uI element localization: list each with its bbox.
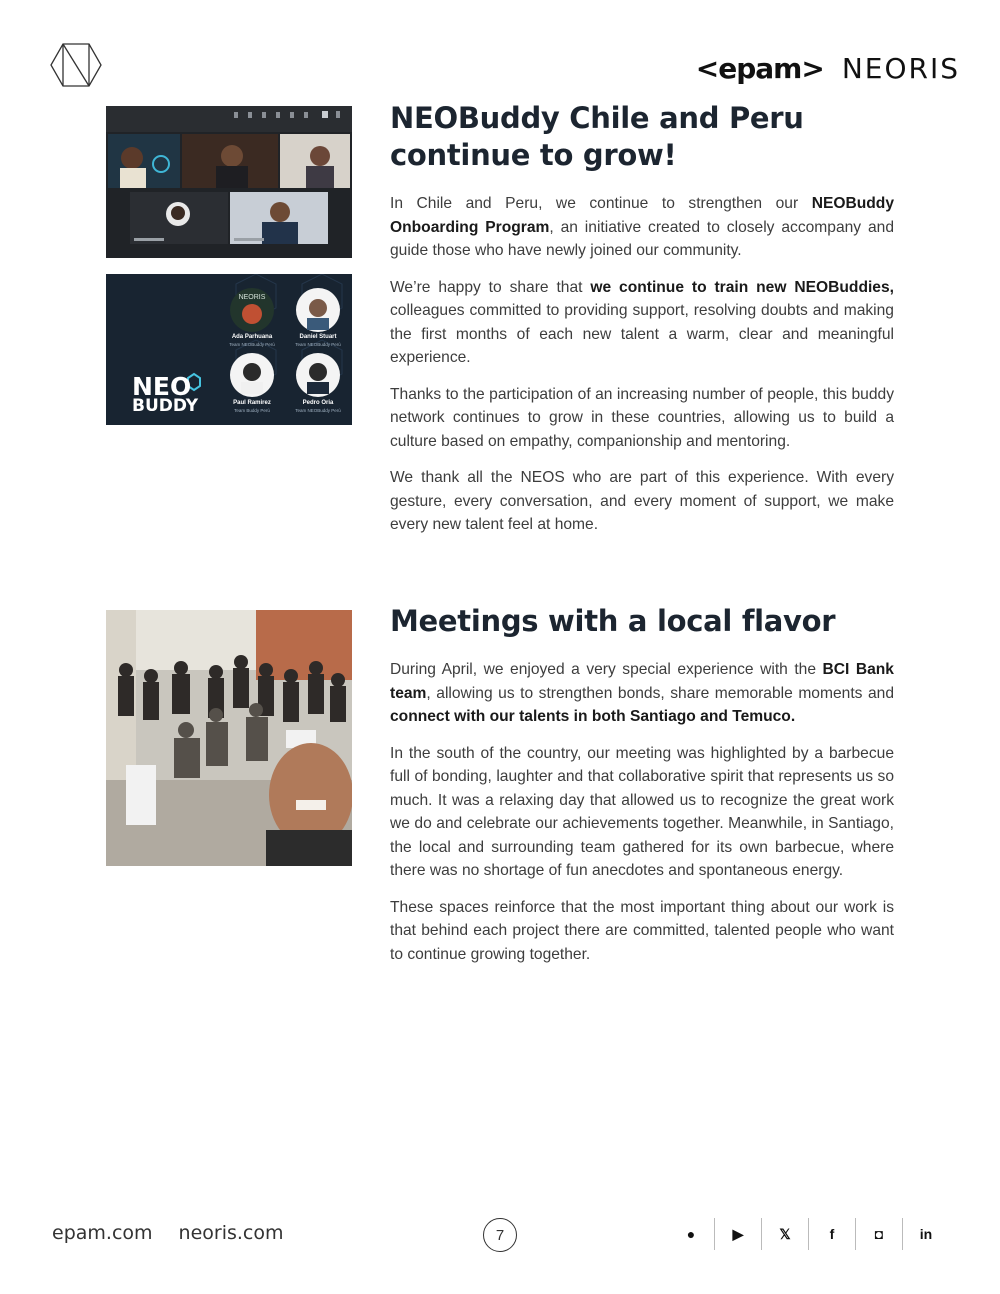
paragraph: In the south of the country, our meeting was highlighted by a barbecue full of bonding, laughter and that collaborative spirit that represents us so much. It was a relaxing day that allowed us to recognize the great work we do and celebrate our achievements together. Meanwhile, in Santiago, the local and surrounding team gathered for its own barbecue, where there was no shortage of fun anecdotes and spontaneous energy. [390, 744, 894, 879]
neoris-logo-mark-icon [50, 42, 102, 88]
person-card: Ada Parhuana Team NEOBuddy Perú [229, 334, 275, 347]
neoris-link[interactable]: neoris.com [178, 1222, 284, 1244]
paragraph: We thank all the NEOS who are part of this experience. With every gesture, every conversation, and every moment of support, we make every new talent feel at home. [390, 469, 894, 533]
person-card: Paul Ramirez Team Buddy Perú [233, 400, 271, 413]
brand-logos [696, 52, 960, 85]
person-card: Pedro Oria Team NEOBuddy Perú [295, 400, 341, 413]
spotify-icon[interactable]: ● [668, 1218, 715, 1250]
section-title: NEOBuddy Chile and Peru continue to grow! [390, 101, 804, 172]
section-neobuddy [390, 100, 894, 550]
x-icon[interactable]: 𝕏 [762, 1218, 809, 1250]
page-number: 7 [483, 1218, 517, 1252]
instagram-icon[interactable]: ◘ [856, 1218, 903, 1250]
epam-link[interactable]: epam.com [52, 1222, 153, 1244]
paragraph: Thanks to the participation of an increasing number of people, this buddy network continues to grow in these countries, allowing us to build a culture based on empathy, companionship and mentoring. [390, 385, 894, 450]
person-card: Daniel Stuart Team NEOBuddy Perú [295, 334, 341, 347]
footer-links [52, 1222, 284, 1244]
neoris-badge: NEORIS [238, 294, 266, 301]
paragraph: During April, we enjoyed a very special experience with the BCI Bank team, allowing us to strengthen bonds, share memorable moments and connect with our talents in both Santiago and Temuco. [390, 661, 894, 725]
team-barbecue-photo [106, 610, 352, 866]
video-call-screenshot [106, 106, 352, 258]
linkedin-icon[interactable]: in [919, 1226, 933, 1242]
social-links [668, 1218, 949, 1250]
neoris-logo: NEORIS [841, 52, 960, 85]
section-title: Meetings with a local flavor [390, 604, 836, 638]
section-local-flavor [390, 603, 894, 979]
neobuddy-team-card [106, 274, 352, 425]
youtube-icon[interactable]: ▶ [715, 1218, 762, 1250]
paragraph: In Chile and Peru, we continue to strengthen our NEOBuddy Onboarding Program, an initiative created to closely accompany and guide those who have newly joined our community. [390, 195, 894, 259]
facebook-icon[interactable]: f [809, 1218, 856, 1250]
neobuddy-logo: NEO BUDDY [132, 372, 199, 416]
epam-logo: <epam> [695, 52, 824, 85]
paragraph: These spaces reinforce that the most important thing about our work is that behind each project there are committed, talented people who want to continue growing together. [390, 898, 894, 963]
paragraph: We’re happy to share that we continue to train new NEOBuddies, colleagues committed to providing support, resolving doubts and making the first months of each new talent a warm, clear and meaningful experience. [390, 278, 894, 366]
